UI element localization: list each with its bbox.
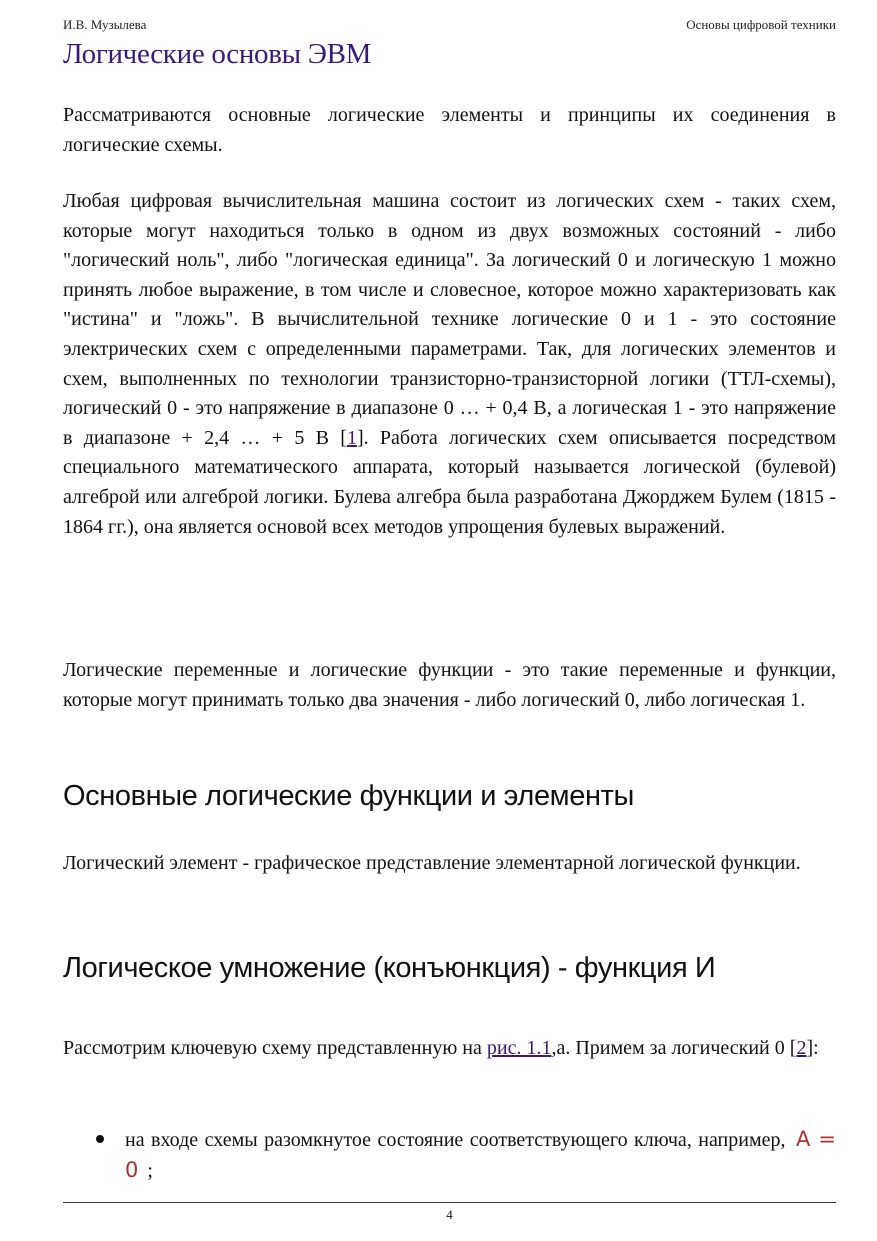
reference-link-1[interactable]: 1 bbox=[346, 426, 357, 449]
footer-divider bbox=[63, 1202, 836, 1203]
list-item-text bbox=[125, 1125, 836, 1186]
bullet-tail: ; bbox=[147, 1159, 153, 1182]
key-scheme-text-before: Рассмотрим ключевую схему представленную на bbox=[63, 1037, 487, 1059]
paragraph-logic-variables: Логические переменные и логические функции - это такие переменные и функции, которые могут принимать только два значения - либо логический 0, либо логическая 1. bbox=[63, 659, 836, 711]
paragraph-logic-schemes bbox=[63, 187, 836, 542]
paragraph-logic-schemes-part2: ]. Работа логических схем описывается посредством специального математического аппарата, который называется логической (булевой) алгеброй или алгеброй логики. Булева алгебра была разработана Джорджем Булем (1815 - 1864 гг.), она является основой всех методов упрощения булевых выражений. bbox=[63, 426, 837, 538]
paragraph-logic-schemes-part1: Любая цифровая вычислительная машина состоит из логических схем - таких схем, которые могут находиться только в одном из двух возможных состояний - либо "логический ноль", либо "логическая единица". За логический 0 и логическую 1 можно принять любое выражение, в том числе и словесное, которое можно характеризовать как "истина" и "ложь". В вычислительной технике логические 0 и 1 - это состояние электрических схем с определенными параметрами. Так, для логических элементов и схем, выполненных по технологии транзисторно-транзисторной логики (ТТЛ-схемы), логический 0 - это напряжение в диапазоне 0 … + 0,4 В, а логическая 1 - это напряжение в диапазоне + 2,4 … + 5 В [ bbox=[63, 190, 836, 449]
header-author: И.В. Музылева bbox=[63, 17, 147, 32]
running-header bbox=[63, 17, 836, 35]
key-scheme-text-after: ]: bbox=[806, 1037, 819, 1059]
formula-a-equals-0: A = 0 bbox=[125, 1127, 836, 1182]
paragraph-logic-element: Логический элемент - графическое представление элементарной логической функции. bbox=[63, 852, 801, 874]
reference-link-2[interactable]: 2 bbox=[796, 1037, 807, 1059]
bullet-dot-icon bbox=[96, 1135, 104, 1143]
paragraph-key-scheme bbox=[63, 1034, 836, 1064]
key-scheme-text-middle: ,а. Примем за логический 0 [ bbox=[551, 1037, 797, 1059]
intro-paragraph: Рассматриваются основные логические элементы и принципы их соединения в логические схемы. bbox=[63, 104, 836, 156]
figure-link-1-1[interactable]: рис. 1.1 bbox=[486, 1037, 552, 1059]
section-heading-basic-functions: Основные логические функции и элементы bbox=[63, 780, 634, 812]
page-title: Логические основы ЭВМ bbox=[63, 38, 372, 70]
section-heading-conjunction: Логическое умножение (конъюнкция) - функция И bbox=[63, 952, 716, 984]
page-number: 4 bbox=[446, 1207, 453, 1222]
header-book-title: Основы цифровой техники bbox=[686, 17, 836, 32]
bullet-text: на входе схемы разомкнутое состояние соответствующего ключа, например, bbox=[125, 1129, 786, 1151]
